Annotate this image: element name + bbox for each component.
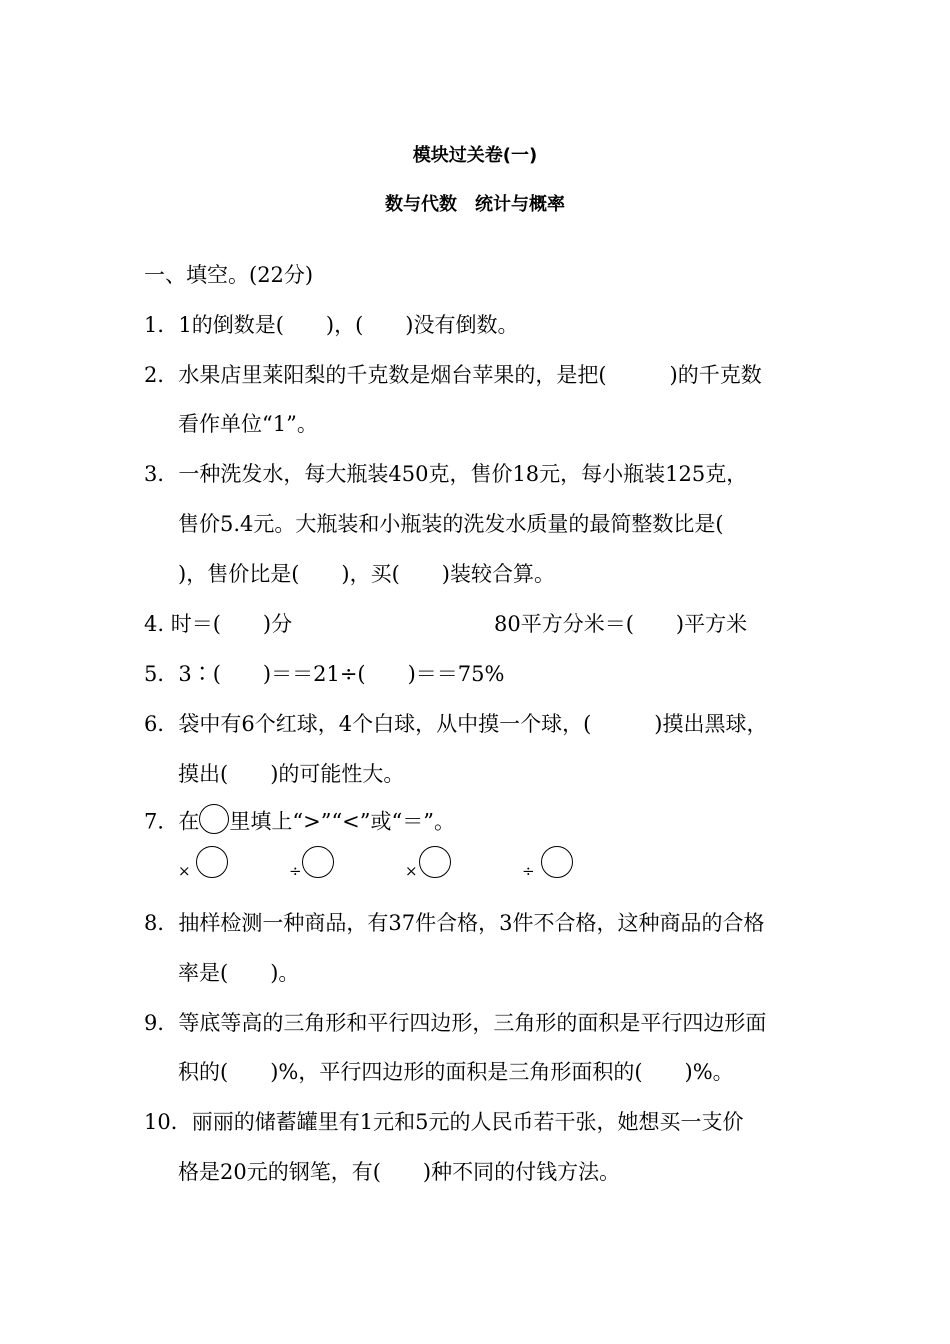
question-2-line-1: 2．水果店里莱阳梨的千克数是烟台苹果的，是把( )的千克数 (144, 363, 762, 387)
op-divide-1: ÷ (289, 862, 302, 880)
answer-circle-1[interactable] (196, 846, 228, 878)
question-8-line-2: 率是( )。 (178, 961, 300, 985)
question-3-line-1: 3．一种洗发水，每大瓶装450克，售价18元，每小瓶装125克， (144, 462, 748, 486)
question-10-line-1: 10．丽丽的储蓄罐里有1元和5元的人民币若干张，她想买一支价 (144, 1110, 744, 1134)
question-2-line-2: 看作单位“1”。 (178, 412, 318, 436)
question-6-line-1: 6．袋中有6个红球，4个白球，从中摸一个球，( )摸出黑球， (144, 712, 768, 736)
question-3-line-2: 售价5.4元。大瓶装和小瓶装的洗发水质量的最简整数比是( (178, 512, 724, 536)
question-3-line-3: )，售价比是( )，买( )装较合算。 (178, 562, 555, 586)
page-title: 模块过关卷(一) (412, 145, 538, 166)
question-6-line-2: 摸出( )的可能性大。 (178, 762, 405, 786)
answer-circle-4[interactable] (541, 846, 573, 878)
page-subtitle: 数与代数 统计与概率 (385, 194, 565, 215)
section-heading: 一、填空。(22分) (144, 263, 314, 287)
answer-circle-2[interactable] (302, 846, 334, 878)
op-times-1: × (178, 862, 191, 880)
answer-circle-3[interactable] (419, 846, 451, 878)
question-7-suffix: 里填上“>”“<”或“＝”。 (229, 809, 455, 834)
question-4-part-b: 80平方分米＝( )平方米 (494, 612, 748, 636)
op-divide-2: ÷ (522, 862, 535, 880)
question-9-line-2: 积的( )%，平行四边形的面积是三角形面积的( )%。 (178, 1060, 734, 1084)
question-5: 5．3∶( )＝＝21÷( )＝＝75% (144, 662, 505, 686)
question-4-part-a: 4. 时＝( )分 (144, 612, 293, 636)
question-8-line-1: 8．抽样检测一种商品，有37件合格，3件不合格，这种商品的合格 (144, 911, 765, 935)
op-times-2: × (405, 862, 418, 880)
question-9-line-1: 9．等底等高的三角形和平行四边形，三角形的面积是平行四边形面 (144, 1011, 767, 1035)
question-10-line-2: 格是20元的钢笔，有( )种不同的付钱方法。 (178, 1160, 621, 1184)
compare-circle-icon (199, 804, 229, 834)
question-1: 1．1的倒数是( )，( )没有倒数。 (144, 313, 519, 337)
question-7-prefix: 7．在 (144, 809, 200, 834)
question-7 (144, 808, 455, 838)
